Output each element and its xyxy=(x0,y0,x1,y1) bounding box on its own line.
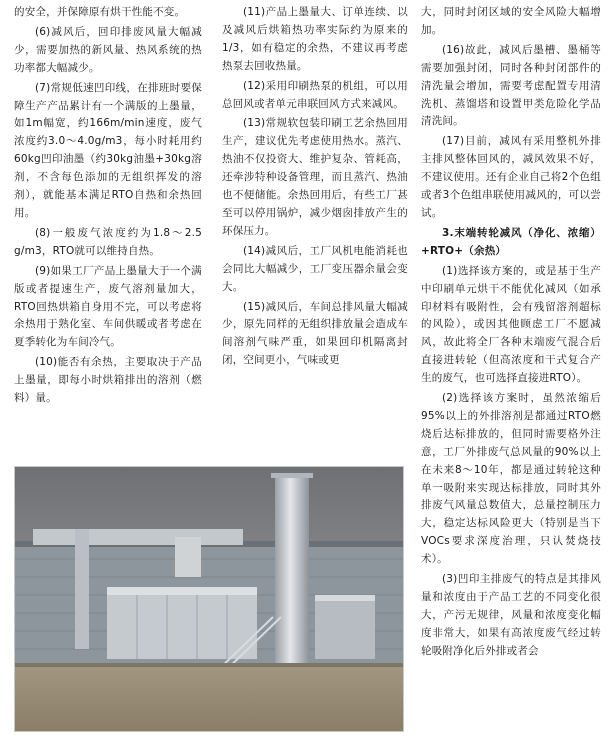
text-column-2 xyxy=(222,4,408,370)
paragraph: (10)能否有余热，主要取决于产品上墨量，即每小时烘箱排出的溶剂（燃料）量。 xyxy=(14,356,202,405)
paragraph: 的安全，并保障原有烘干性能不变。 xyxy=(14,6,186,18)
paragraph: (6)减风后，回印排废风量大幅减少，需要加热的新风量、热风系统的热功率都大幅减少。 xyxy=(14,25,202,74)
paragraph: (7)常规低速凹印线，在排班时要保障生产产品累计有一个满版的上墨量，如1m幅宽，约166m/min速度，废气浓度约3.0～4.0g/m3，每小时耗用约60kg凹印油墨（约30kg油墨+30kg溶剂，不含每色添加的无组织挥发的溶剂），就能基本满足RTO自热和余热回用。 xyxy=(14,81,202,219)
paragraph: (8)一般废气浓度约为1.8～2.5 g/m3，RTO就可以维持自热。 xyxy=(14,226,202,257)
text-column-3 xyxy=(421,4,601,661)
section-heading: 3.末端转轮减风（净化、浓缩）+RTO+（余热） xyxy=(421,226,601,257)
text-column-1 xyxy=(14,4,202,408)
paragraph: 大，同时封闭区域的安全风险大幅增加。 xyxy=(421,6,601,36)
paragraph: (2)选择该方案时，虽然浓缩后95%以上的外排溶剂是都通过RTO燃烧后达标排放的，但同时需要格外注意，工厂外排废气总风量的90%以上在未来8～10年，都是通过转轮这种单一吸附来实现达标排放，同时其外排废气风量总数值大，总量控制压力大，稳定达标风险更大（特别是当下VOCs要求深度治理，只认焚烧技术）。 xyxy=(421,392,601,566)
paragraph: (11)产品上墨量大、订单连续、以及减风后烘箱热功率实际约为原来的1/3，如有稳定的余热，不建议再考虑热泵去回收热量。 xyxy=(222,6,408,72)
paragraph: (3)凹印主排废气的特点是其排风量和浓度由于产品工艺的不同变化很大，产污无规律，风量和浓度变化幅度非常大，如果有高浓度废气经过转轮吸附净化后外排或者会 xyxy=(421,573,601,657)
paragraph: (1)选择该方案的，或是基于生产中印刷单元烘干不能优化减风（如承印材料有吸附性，会有残留溶剂超标的风险），或因其他顾虑工厂不愿减风，故此将全厂各种末端废气混合后直接进转轮（但高浓度和干式复合产生的废气，也可选择直接进RTO）。 xyxy=(421,264,601,385)
paragraph: (9)如果工厂产品上墨量大于一个满版或者提速生产，废气溶剂量加大，RTO回热烘箱自身用不完，可以考虑将余热用于熟化室、车间供暖或者考虑在夏季转化为车间冷气。 xyxy=(14,264,202,349)
paragraph: (14)减风后，工厂风机电能消耗也会同比大幅减少，工厂变压器余量会变大。 xyxy=(222,244,408,293)
factory-rto-photo xyxy=(14,466,404,732)
paragraph: (13)常规软包装印刷工艺余热回用生产，建议优先考虑使用热水。蒸汽、热油不仅投资大、维护复杂、管耗高，还牵涉特种设备管理，而且蒸汽、热油也不便储能。余热回用后，有些工厂甚至可以停用锅炉，减少烟囱排放产生的环保压力。 xyxy=(222,117,408,237)
paragraph: (12)采用印刷热泵的机组，可以用总回风或者单元串联回风方式来减风。 xyxy=(222,79,408,110)
paragraph: (17)目前，减风有采用整机外排主排风整体回风的，减风效果不好，不建议使用。还有企业自己将2个色组或者3个色组串联使用减风的，可以尝试。 xyxy=(421,135,601,219)
paragraph: (16)故此，减风后墨槽、墨桶等需要加强封闭，同时各种封闭部件的清洗量会增加，需要考虑配置专用清洗机、蒸馏塔和设置甲类危险化学品清洗间。 xyxy=(421,43,601,128)
paragraph: (15)减风后，车间总排风量大幅减少，原先同样的无组织排放量会造成车间溶剂气味严重，如果回印机隔离封闭，空间更小，气味或更 xyxy=(222,300,408,367)
